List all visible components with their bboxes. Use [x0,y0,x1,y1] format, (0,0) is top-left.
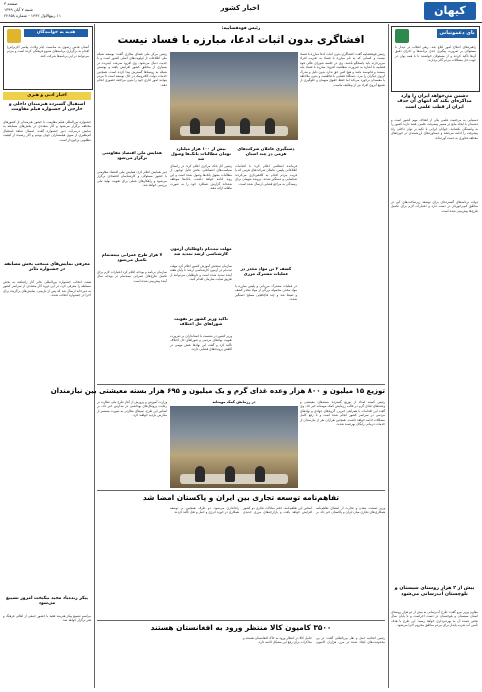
col3-body1: رئیس کل بانک مرکزی اعلام کرد: در راستای سیاست‌های انضباطی، بخش قابل توجهی از مطالبات معوق بانک‌ها وصول شده است و این روند ادامه خواهد داشت. بانک‌ها موظف شده‌اند گزارش عملکرد خود را به صورت ماهانه ارائه دهند. [170,164,232,191]
col4-head1: دستگیری عاملان شرکت‌های هرمی در چند استان [237,146,295,156]
main-body: رئیس قوه‌قضاییه گفت: افشاگری بدون اثبات ادعا مبارزه با فساد نیست و کسانی که به نام مبارزه با فساد به تخریب افراد می‌پردازند باید پاسخگو باشند. وی در جلسه شورای عالی قوه قضاییه با اشاره به ضرورت شفافیت افزود: مبارزه با فساد باید مستند و قانونمند باشد و هیچ کس حق ندارد بدون دلیل و مدرک آبروی دیگران را ببرد. دستگاه قضایی با قاطعیت و بدون ملاحظه با مفسدان برخورد می‌کند اما حفظ حقوق متهمان و جلوگیری از تضییع آبروی افراد نیز از وظایف ماست. [300,52,385,87]
left-bottom-headline: پیکر زنده‌یاد مجید نیکبخت امروز تشییع می‌شود [6,596,88,607]
col3-body2: سازمان سنجش آموزش کشور اعلام کرد مهلت ثبت‌نام در آزمون کارشناسی ارشد تا پایان هفته آینده تمدید شده است و داوطلبان می‌توانند از طریق سایت سازمان اقدام کنند. [170,264,232,282]
col4-body1: فرمانده انتظامی اعلام کرد: با اقدامات اطلاعاتی پلیس، عاملان شرکت‌های هرمی که با فریب مردم اقدام به کلاهبرداری می‌کردند شناسایی و دستگیر شدند. پرونده متهمان برای رسیدگی به مراجع قضایی ارسال شده است. [235,164,297,186]
date-line: شنبه ۷ آبان ۱۳۹۹ [4,7,33,12]
col3-head1: بیش از ۱۰۰ هزار میلیارد تومان مطالبات بانک‌ها وصول شد [170,146,231,161]
main-headline: افشاگری بدون اثبات ادعا، مبارزه با فساد نیست [117,34,365,46]
right-sub-headline: دشمن می‌خواهد ایران را وارد مذاکره‌ای بکند که انتهای آن حذف ایران از قطب علمی است [397,94,472,110]
story3-body: وزیر صنعت، معدن و تجارت از امضای تفاهم‌نامه همکاری‌های تجاری میان ایران و پاکستان خبر داد. بر اساس این تفاهم‌نامه، حجم مبادلات تجاری دو کشور افزایش خواهد یافت و بازارچه‌های مرزی جدیدی راه‌اندازی می‌شود. دو طرف همچنین بر توسعه همکاری در حوزه انرژی و حمل و نقل تأکید کردند. [170,506,385,515]
left-top-body: آستان قدس رضوی به مناسبت ایام ولادت پیامبر اکرم(ص) اقدام به برگزاری برنامه‌های متنوع فرهنگی کرده است و مردم می‌توانند در این برنامه‌ها شرکت کنند. [7,45,89,58]
main-kicker: رئیس قوه‌قضاییه: [221,26,261,31]
story2-photo [170,406,298,488]
issue-line: ۱۱ ربیع‌الاول ۱۴۴۲ - شماره ۲۲۶۵۸ [4,13,61,18]
story2-headline: توزیع ۱۵ میلیون و ۸۰۰ هزار وعده غذای گرم و یک میلیون و ۶۹۵ هزار بسته معیشتی بین نیازمندان [50,387,385,395]
col4-head2: کشف ۳ تن مواد مخدر در عملیات مشترک مرزی [240,266,292,276]
page-label: صفحه ۳ [4,1,18,6]
story4-body: رئیس اتحادیه حمل و نقل بین‌المللی گفت: در پی محدودیت‌های ایجاد شده در مرز، هزاران کامیون حامل کالا در انتظار ورود به خاک افغانستان هستند و مذاکرات برای رفع این مشکل ادامه دارد. [243,636,385,645]
story3-headline: تفاهم‌نامه توسعه تجاری بین ایران و پاکستان امضا شد [142,493,340,502]
main-body-left: رئیس مرکز ملی فضای مجازی گفت: توسعه شبکه ملی اطلاعات از اولویت‌های اصلی کشور است و با جدیت دنبال می‌شود. وی افزود سرعت اینترنت در بسیاری از مناطق کشور افزایش یافته و پوشش شبکه به روستاها گسترش پیدا کرده است. همچنین خدمات دولت الکترونیک در حال توسعه است تا مردم بتوانند امور اداری خود را بدون مراجعه حضوری انجام دهند. [97,52,167,87]
col4-body2: در عملیات مشترک مرزبانی و پلیس مبارزه با مواد مخدر، محموله بزرگی از مواد مخدر کشف و ضبط شد و چند قاچاقچی مسلح دستگیر شدند. [235,284,297,302]
col5-body: سازمان برنامه و بودجه اعلام کرد اعتبارات لازم برای تکمیل طرح‌های عمرانی نیمه‌تمام در بودجه سال آینده پیش‌بینی شده است. [97,270,167,283]
left-top-box [3,26,93,90]
right-mid-headline: پیش از ۲ هزار روستای سیستان و بلوچستان آب‌رسانی می‌شود [394,586,475,597]
col5-head: ۷ هزار طرح عمرانی نیمه‌تمام تکمیل می‌شود [101,252,163,262]
story4-headline: ۳۵۰۰ کامیون کالا منتظر ورود به افغانستان هستند [150,623,332,632]
top-right-body: راهبردهای اصلاح امور ابلاغ شد. رهبر انقلاب در دیدار با مسئولان بر ضرورت پیگیری جدی برنامه‌ها و اجرای دقیق آن‌ها تأکید کردند و از مسئولان خواستند تا با همه توان در جهت حل مشکلات مردم گام بردارند. [395,45,476,63]
left-top-tag: هدیه به خوانندگان [24,29,88,37]
gift-icon [7,29,21,43]
col3-head3: تاکید وزیر کشور بر تقویت شوراهای حل اختلاف [174,316,228,326]
left-body: جشنواره بین‌المللی فیلم مقاومت با حضور هنرمندان از کشورهای مختلف برگزار می‌شود و آثار متعددی در بخش‌های مسابقه به نمایش درمی‌آید. دبیر جشنواره گفت: امسال شاهد استقبال کم‌نظیری از سوی فیلمسازان جوان بودیم و آثار رسیده از کیفیت مطلوبی برخوردار است. [3,120,91,142]
right-sub-body: دستیابی به مرجعیت علمی یکی از اهداف مهم کشور است و دشمنان با ایجاد مانع در مسیر پیشرفت علمی، قصد دارند کشور را به وابستگی بکشانند. جوانان ایرانی با تکیه بر توان داخلی راه پیشرفت را ادامه می‌دهند و دستاوردهای ارزشمندی در حوزه‌های مختلف فناوری به دست آورده‌اند. [391,118,478,140]
col3-body3: وزیر کشور در نشست با استانداران بر ضرورت تقویت نهادهای مردمی و شوراهای حل اختلاف تأکید کرد و گفت این نهادها نقش مهمی در کاهش پرونده‌های قضایی دارند. [170,334,232,352]
main-photo [170,52,298,140]
col2-head1: همایش ملی اقتصاد مقاومتی برگزار می‌شود [102,150,162,160]
col2-body1: دبیر همایش اعلام کرد: همایش ملی اقتصاد مقاومتی با حضور مسئولان و کارشناسان اقتصادی برگزار می‌شود و راهکارهای عملی برای تقویت تولید ملی بررسی خواهد شد. [97,170,167,188]
emblem-icon [395,29,409,43]
masthead [0,0,482,23]
right-mid-body: معاون وزیر نیرو گفت: طرح آب‌رسانی به بیش از دو هزار روستای استان سیستان و بلوچستان در دست اجراست و تا پایان سال بخش عمده آن به بهره‌برداری خواهد رسید. این طرح با هدف تأمین آب شرب پایدار برای مردم مناطق محروم اجرا می‌شود. [391,610,478,628]
left-mid-headline: معرفی نمایش‌های منتخب بخش مسابقه در جشنواره تئاتر [4,262,90,273]
top-right-box [391,26,480,92]
story2-body: رئیس کمیته امداد از توزیع گسترده بسته‌های معیشتی و وعده‌های غذای گرم در قالب رزمایش کمک مومنانه خبر داد. وی گفت این اقدامات با همراهی خیرین، گروه‌های جهادی و نهادهای مردمی در سراسر کشور انجام شده است و تا رفع کامل مشکلات ادامه خواهد داشت. همچنین هزاران نفر از نیازمندان از خدمات درمانی رایگان بهره‌مند شدند. [300,400,385,427]
top-right-tag: بای دعموتیانی [437,29,477,38]
story2-body-left: وزارت آموزش و پرورش از آغاز طرح ملی نظارت بر رعایت پروتکل‌های بهداشتی در مدارس خبر داد. بر اساس این طرح، تیم‌های نظارتی به صورت مستمر از مدارس بازدید خواهند کرد. [97,400,167,418]
left-headline: استقبال گسترده هنرمندان داخلی و خارجی از جشنواره فیلم مقاومت [8,102,86,113]
left-bottom-body: مراسم تشییع پیکر هنرمند فقید با حضور جمعی از اهالی فرهنگ و هنر برگزار خواهد شد. [3,614,91,623]
logo: کیهان [424,2,476,20]
section-title: اخبار کشور [220,4,260,12]
left-section-tag: اخبار ادبی و هنری [3,92,91,100]
story2-caption: در رزمایش کمک مومنانه [212,400,256,404]
left-mid-body: هیئت انتخاب جشنواره بین‌المللی تئاتر آثار راه‌یافته به بخش مسابقه را معرفی کرد. در این دوره آثار متعددی از سراسر کشور به دبیرخانه ارسال شد که پس از بازبینی، نمایش‌های برگزیده برای اجرا در جشنواره انتخاب شدند. [3,280,91,298]
col3-head2: مهلت ثبت‌نام داوطلبان آزمون کارشناسی ارشد تمدید شد [170,246,232,256]
right-sub-body-cont: دولت برنامه‌های گسترده‌ای برای توسعه زیرساخت‌های آبی در مناطق کم‌برخوردار در دست دارد و اعتبارات لازم برای تکمیل طرح‌ها پیش‌بینی شده است. [391,200,478,213]
